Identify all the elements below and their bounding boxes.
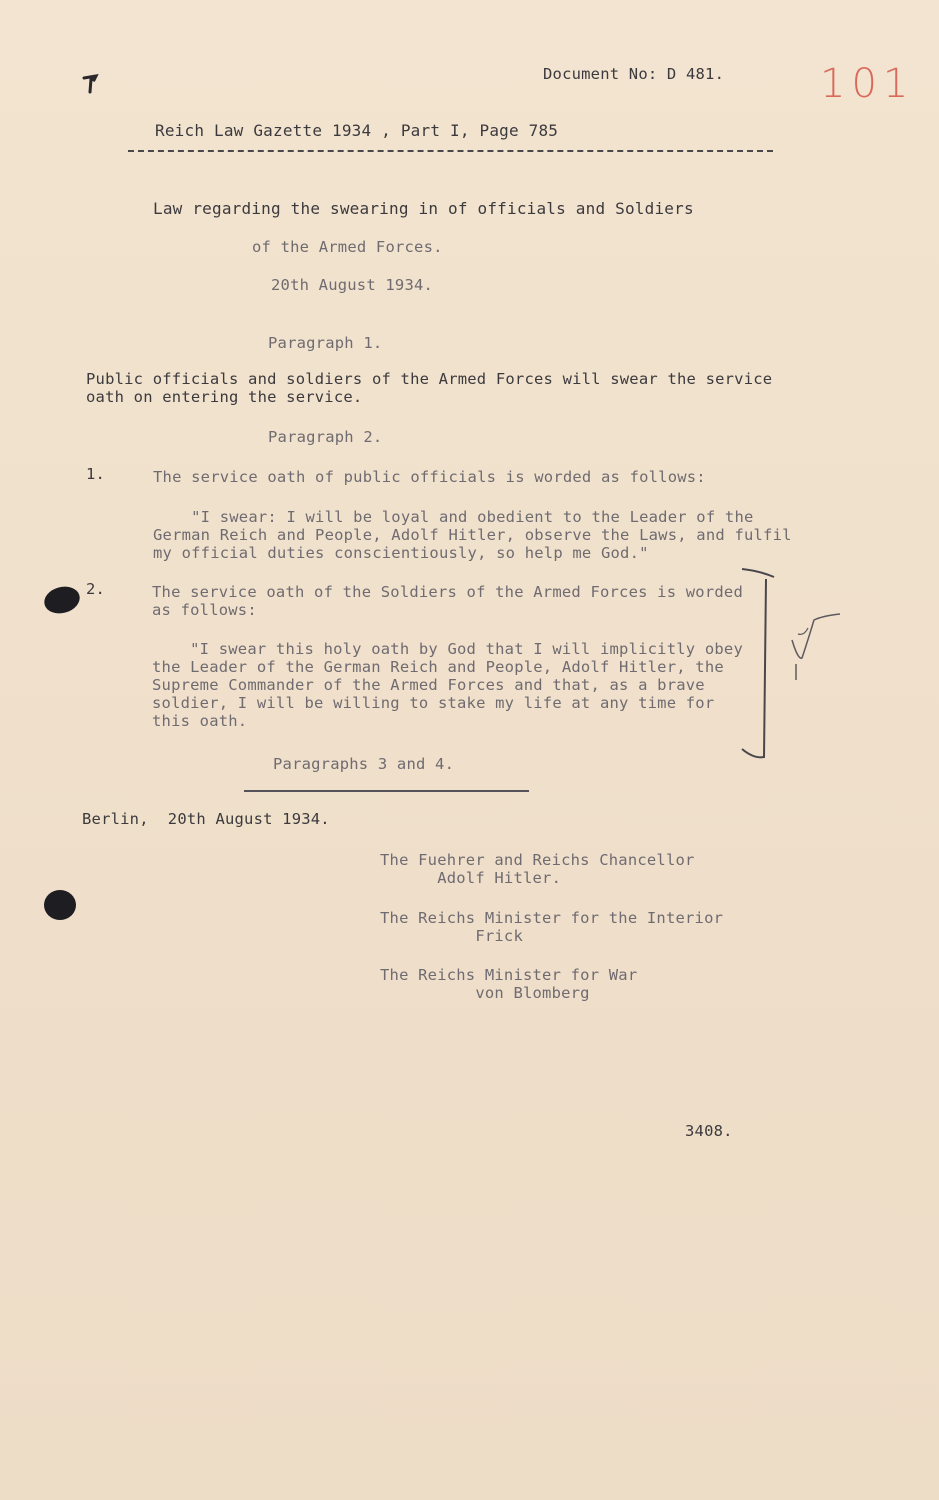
paragraph1-text: Public officials and soldiers of the Armed Forces will swear the service oath on entering the service.	[86, 370, 773, 406]
signature-title: The Reichs Minister for War	[380, 966, 638, 984]
signature-title: The Reichs Minister for the Interior	[380, 909, 724, 927]
law-date: 20th August 1934.	[271, 276, 434, 294]
signature-name: von Blomberg	[380, 984, 590, 1002]
dashed-divider	[128, 150, 773, 152]
law-title-line2: of the Armed Forces.	[252, 238, 443, 256]
paragraph2-heading: Paragraph 2.	[268, 428, 383, 446]
law-title-line1: Law regarding the swearing in of officials and Soldiers	[153, 199, 694, 218]
ink-blot-2	[44, 890, 76, 920]
margin-bracket	[740, 567, 776, 762]
document-number: Document No: D 481.	[543, 65, 725, 83]
place-and-date: Berlin, 20th August 1934.	[82, 810, 330, 828]
item2-quote: "I swear this holy oath by God that I will implicitly obey the Leader of the German Reich and People, Adolf Hitler, the Supreme Commander of the Armed Forces and that, as a brave soldier, I will be willing to stake my life at any time for this oath.	[152, 640, 743, 730]
page-number: 101	[820, 61, 915, 107]
gazette-reference: Reich Law Gazette 1934 , Part I, Page 785	[155, 121, 559, 140]
item1-quote: "I swear: I will be loyal and obedient to the Leader of the German Reich and People, Adolf Hitler, observe the Laws, and fulfil my official duties conscientiously, so help me God."	[153, 508, 792, 562]
item2-number: 2.	[86, 580, 106, 598]
signature-title: The Fuehrer and Reichs Chancellor	[380, 851, 695, 869]
corner-mark	[82, 74, 100, 94]
footer-reference-number: 3408.	[685, 1122, 733, 1140]
signature-block-fuehrer	[380, 851, 695, 887]
item1-number: 1.	[86, 465, 106, 483]
signature-name: Frick	[380, 927, 523, 945]
paragraph1-heading: Paragraph 1.	[268, 334, 383, 352]
solid-divider	[244, 790, 529, 792]
paragraphs34-heading: Paragraphs 3 and 4.	[273, 755, 455, 773]
margin-check-mark	[788, 600, 848, 680]
item2-text: The service oath of the Soldiers of the Armed Forces is worded as follows:	[152, 583, 743, 619]
ink-blot-1	[41, 583, 83, 617]
signature-name: Adolf Hitler.	[380, 869, 562, 887]
signature-block-war	[380, 966, 637, 1002]
item1-text: The service oath of public officials is worded as follows:	[153, 468, 706, 486]
signature-block-interior	[380, 909, 723, 945]
